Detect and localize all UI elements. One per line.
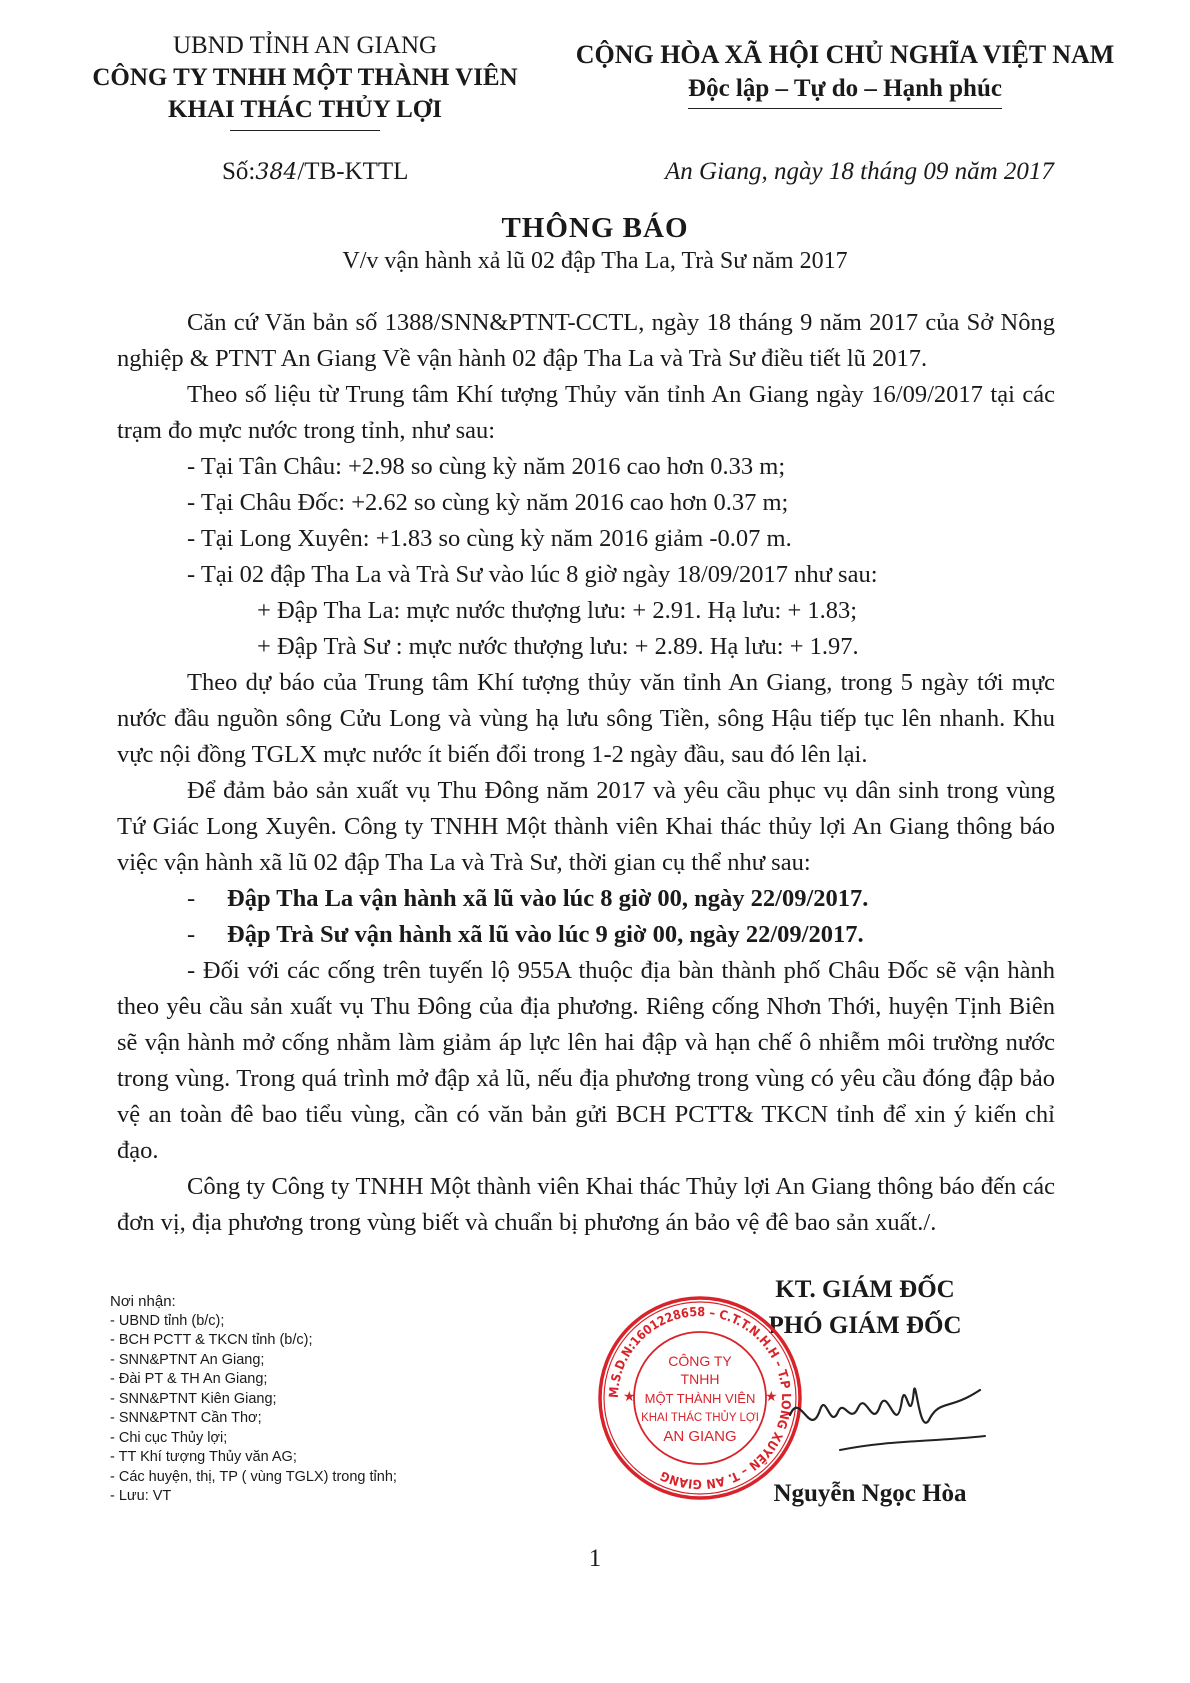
- signer-name: Nguyễn Ngọc Hòa: [773, 1480, 967, 1507]
- recipient-item: - BCH PCTT & TKCN tỉnh (b/c);: [110, 1332, 313, 1348]
- decision-tra-su: - Đập Trà Sư vận hành xã lũ vào lúc 9 giờ 00, ngày 22/09/2017.: [187, 921, 864, 948]
- signer-title-1: KT. GIÁM ĐỐC: [775, 1276, 955, 1303]
- seal-line: MỘT THÀNH VIÊN: [644, 1391, 756, 1406]
- paragraph-sluices: - Đối với các cống trên tuyến lộ 955A thuộc địa bàn thành phố Châu Đốc sẽ vận hành theo yêu cầu sản xuất vụ Thu Đông của địa phương. Riêng cống Nhơn Thới, huyện Tịnh Biên sẽ vận hành mở cống nhằm làm giảm áp lực lên hai đập và hạn chế ô nhiễm môi trường nước trong vùng. Trong quá trình mở đập xả lũ, nếu địa phương trong vùng có yêu cầu đóng đập bảo vệ an toàn đê bao tiểu vùng, cần có văn bản gửi BCH PCTT& TKCN tỉnh để xin ý kiến chỉ đạo.: [117, 957, 1055, 1164]
- paragraph-purpose: Để đảm bảo sản xuất vụ Thu Đông năm 2017 và yêu cầu phục vụ dân sinh trong vùng Tứ Giác Long Xuyên. Công ty TNHH Một thành viên Khai thác thủy lợi An Giang thông báo việc vận hành xã lũ 02 đập Tha La và Trà Sư, thời gian cụ thể như sau:: [117, 777, 1055, 876]
- paragraph-forecast: Theo dự báo của Trung tâm Khí tượng thủy văn tỉnh An Giang, trong 5 ngày tới mực nước đầu nguồn sông Cửu Long và vùng hạ lưu sông Tiền, sông Hậu tiếp tục lên nhanh. Khu vực nội đồng TGLX mực nước ít biến đổi trong 1-2 ngày đầu, sau đó lên lại.: [117, 669, 1055, 768]
- recipient-item: - SNN&PTNT Cần Thơ;: [110, 1410, 262, 1426]
- handwritten-signature: [780, 1370, 990, 1470]
- national-heading: [565, 38, 1125, 109]
- decision-tha-la: - Đập Tha La vận hành xã lũ vào lúc 8 giờ 00, ngày 22/09/2017.: [187, 885, 869, 912]
- recipient-item: - SNN&PTNT Kiên Giang;: [110, 1390, 277, 1407]
- paragraph-basis: Căn cứ Văn bản số 1388/SNN&PTNT-CCTL, ngày 18 tháng 9 năm 2017 của Sở Nông nghiệp & PTNT An Giang Về vận hành 02 đập Tha La và Trà Sư điều tiết lũ 2017.: [117, 309, 1055, 372]
- recipient-item: - SNN&PTNT An Giang;: [110, 1351, 265, 1368]
- sub-bullet-tha-la: + Đập Tha La: mực nước thượng lưu: + 2.91. Hạ lưu: + 1.83;: [257, 597, 858, 624]
- doc-no-suffix: /TB-KTTL: [297, 158, 409, 185]
- org-line-2: CÔNG TY TNHH MỘT THÀNH VIÊN: [92, 64, 518, 91]
- recipient-item: - TT Khí tượng Thủy văn AG;: [110, 1449, 297, 1465]
- paragraph-closing: Công ty Công ty TNHH Một thành viên Khai thác Thủy lợi An Giang thông báo đến các đơn vị, địa phương trong vùng biết và chuẩn bị phương án bảo vệ đê bao sản xuất./.: [117, 1173, 1055, 1236]
- seal-line: TNHH: [680, 1371, 720, 1387]
- seal-ring-text: M.S.D.N:1601228658 – C.T.T.N.H.H – T.P LONG XUYÊN – T. AN GIANG: [605, 1303, 795, 1493]
- recipient-item: - Đài PT & TH An Giang;: [110, 1371, 268, 1387]
- company-seal-stamp: [595, 1293, 805, 1503]
- signer-title-2: PHÓ GIÁM ĐỐC: [768, 1312, 962, 1339]
- document-body: [117, 305, 1055, 1241]
- place-date: An Giang, ngày 18 tháng 09 năm 2017: [665, 158, 1054, 185]
- decision-tra-su-text: Đập Trà Sư vận hành xã lũ vào lúc 9 giờ 00, ngày 22/09/2017.: [227, 921, 864, 948]
- org-underline: [230, 130, 380, 131]
- recipient-item: - Chi cục Thủy lợi;: [110, 1429, 228, 1446]
- recipient-item: - Các huyện, thị, TP ( vùng TGLX) trong tỉnh;: [110, 1468, 397, 1485]
- sub-bullet-tra-su: + Đập Trà Sư : mực nước thượng lưu: + 2.89. Hạ lưu: + 1.97.: [257, 633, 859, 660]
- seal-line: AN GIANG: [663, 1428, 737, 1445]
- paragraph-data-source: Theo số liệu từ Trung tâm Khí tượng Thủy văn tỉnh An Giang ngày 16/09/2017 tại các trạm đo mực nước trong tỉnh, như sau:: [117, 381, 1055, 444]
- document-number: [222, 158, 408, 186]
- seal-star-icon: ★: [623, 1390, 636, 1405]
- bullet-long-xuyen: - Tại Long Xuyên: +1.83 so cùng kỳ năm 2016 giảm -0.07 m.: [187, 525, 792, 552]
- recipients-heading: Nơi nhận:: [110, 1293, 176, 1310]
- doc-no-handwritten: 384: [255, 160, 298, 185]
- document-subtitle: V/v vận hành xả lũ 02 đập Tha La, Trà Sư năm 2017: [342, 248, 848, 274]
- decision-tha-la-text: Đập Tha La vận hành xã lũ vào lúc 8 giờ 00, ngày 22/09/2017.: [227, 885, 869, 912]
- seal-star-icon: ★: [765, 1390, 778, 1405]
- org-line-1: UBND TỈNH AN GIANG: [172, 32, 438, 59]
- bullet-chau-doc: - Tại Châu Đốc: +2.62 so cùng kỳ năm 2016 cao hơn 0.37 m;: [187, 489, 789, 516]
- issuing-organization: [60, 30, 550, 131]
- recipients-list: [110, 1292, 490, 1507]
- page-number: 1: [588, 1545, 602, 1572]
- seal-line: KHAI THÁC THỦY LỢI: [641, 1412, 759, 1424]
- nation-title: CỘNG HÒA XÃ HỘI CHỦ NGHĨA VIỆT NAM: [575, 40, 1115, 69]
- national-motto: Độc lập – Tự do – Hạnh phúc: [688, 72, 1002, 109]
- bullet-dams: - Tại 02 đập Tha La và Trà Sư vào lúc 8 giờ ngày 18/09/2017 như sau:: [187, 561, 878, 588]
- recipient-item: - UBND tỉnh (b/c);: [110, 1312, 225, 1329]
- org-line-3: KHAI THÁC THỦY LỢI: [168, 96, 442, 123]
- doc-no-prefix: Số:: [222, 158, 256, 185]
- document-title: THÔNG BÁO: [501, 212, 689, 244]
- bullet-tan-chau: - Tại Tân Châu: +2.98 so cùng kỳ năm 2016 cao hơn 0.33 m;: [187, 453, 786, 480]
- seal-line: CÔNG TY: [668, 1353, 732, 1369]
- recipient-item: - Lưu: VT: [110, 1488, 172, 1504]
